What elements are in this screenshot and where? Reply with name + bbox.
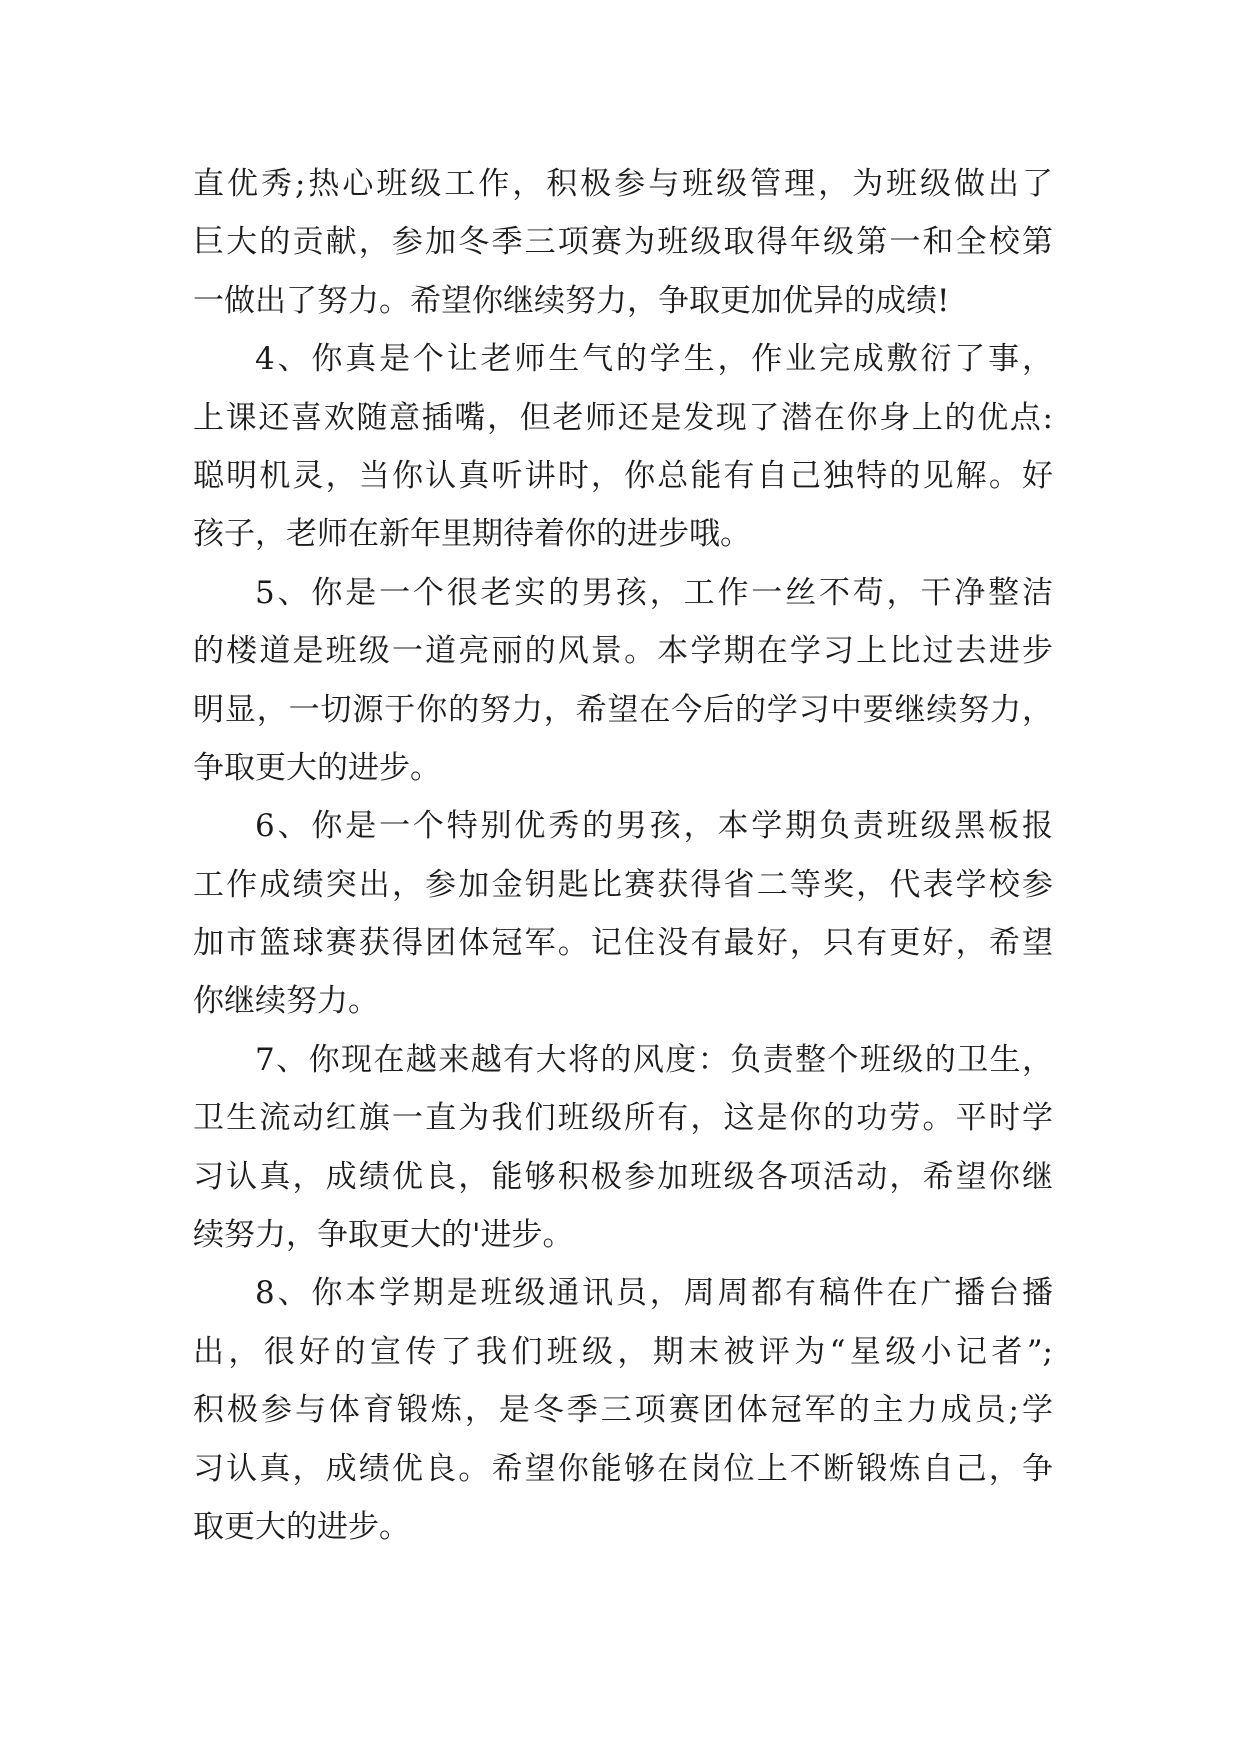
paragraph xyxy=(193,1031,1053,1265)
text-line: 的楼道是班级一道亮丽的风景。本学期在学习上比过去进步 xyxy=(193,633,1053,670)
text-line: 取更大的进步。 xyxy=(193,1508,410,1545)
text-line: 7、你现在越来越有大将的风度：负责整个班级的卫生， xyxy=(255,1041,1053,1078)
text-line: 上课还喜欢随意插嘴，但老师还是发现了潜在你身上的优点: xyxy=(193,399,1053,436)
text-line: 工作成绩突出，参加金钥匙比赛获得省二等奖，代表学校参 xyxy=(193,866,1053,903)
text-line: 出，很好的宣传了我们班级，期末被评为“星级小记者”; xyxy=(193,1333,1053,1370)
paragraph xyxy=(193,1264,1053,1556)
text-line: 续努力，争取更大的'进步。 xyxy=(193,1217,574,1254)
text-line: 6、你是一个特别优秀的男孩，本学期负责班级黑板报 xyxy=(255,808,1053,845)
paragraph xyxy=(193,797,1053,1031)
text-line: 你继续努力。 xyxy=(193,983,379,1020)
document-body xyxy=(193,155,1053,1556)
text-line: 孩子，老师在新年里期待着你的进步哦。 xyxy=(193,516,751,553)
text-line: 加市篮球赛获得团体冠军。记住没有最好，只有更好，希望 xyxy=(193,925,1053,962)
text-line: 聪明机灵，当你认真听讲时，你总能有自己独特的见解。好 xyxy=(193,457,1053,494)
paragraph xyxy=(193,155,1053,330)
text-line: 卫生流动红旗一直为我们班级所有，这是你的功劳。平时学 xyxy=(193,1100,1053,1137)
paragraph xyxy=(193,330,1053,564)
text-line: 争取更大的进步。 xyxy=(193,749,441,786)
text-line: 明显，一切源于你的努力，希望在今后的学习中要继续努力， xyxy=(193,691,1053,728)
text-line: 直优秀;热心班级工作，积极参与班级管理，为班级做出了 xyxy=(193,166,1053,202)
text-line: 一做出了努力。希望你继续努力，争取更加优异的成绩! xyxy=(193,282,950,319)
paragraph xyxy=(193,564,1053,798)
text-line: 巨大的贡献，参加冬季三项赛为班级取得年级第一和全校第 xyxy=(193,224,1053,261)
text-line: 4、你真是个让老师生气的学生，作业完成敷衍了事， xyxy=(255,341,1053,378)
text-line: 5、你是一个很老实的男孩，工作一丝不苟，干净整洁 xyxy=(255,574,1053,611)
text-line: 习认真，成绩优良。希望你能够在岗位上不断锻炼自己，争 xyxy=(193,1450,1053,1487)
text-line: 积极参与体育锻炼，是冬季三项赛团体冠军的主力成员;学 xyxy=(193,1392,1053,1429)
text-line: 习认真，成绩优良，能够积极参加班级各项活动，希望你继 xyxy=(193,1158,1053,1195)
text-line: 8、你本学期是班级通讯员，周周都有稿件在广播台播 xyxy=(255,1275,1053,1312)
